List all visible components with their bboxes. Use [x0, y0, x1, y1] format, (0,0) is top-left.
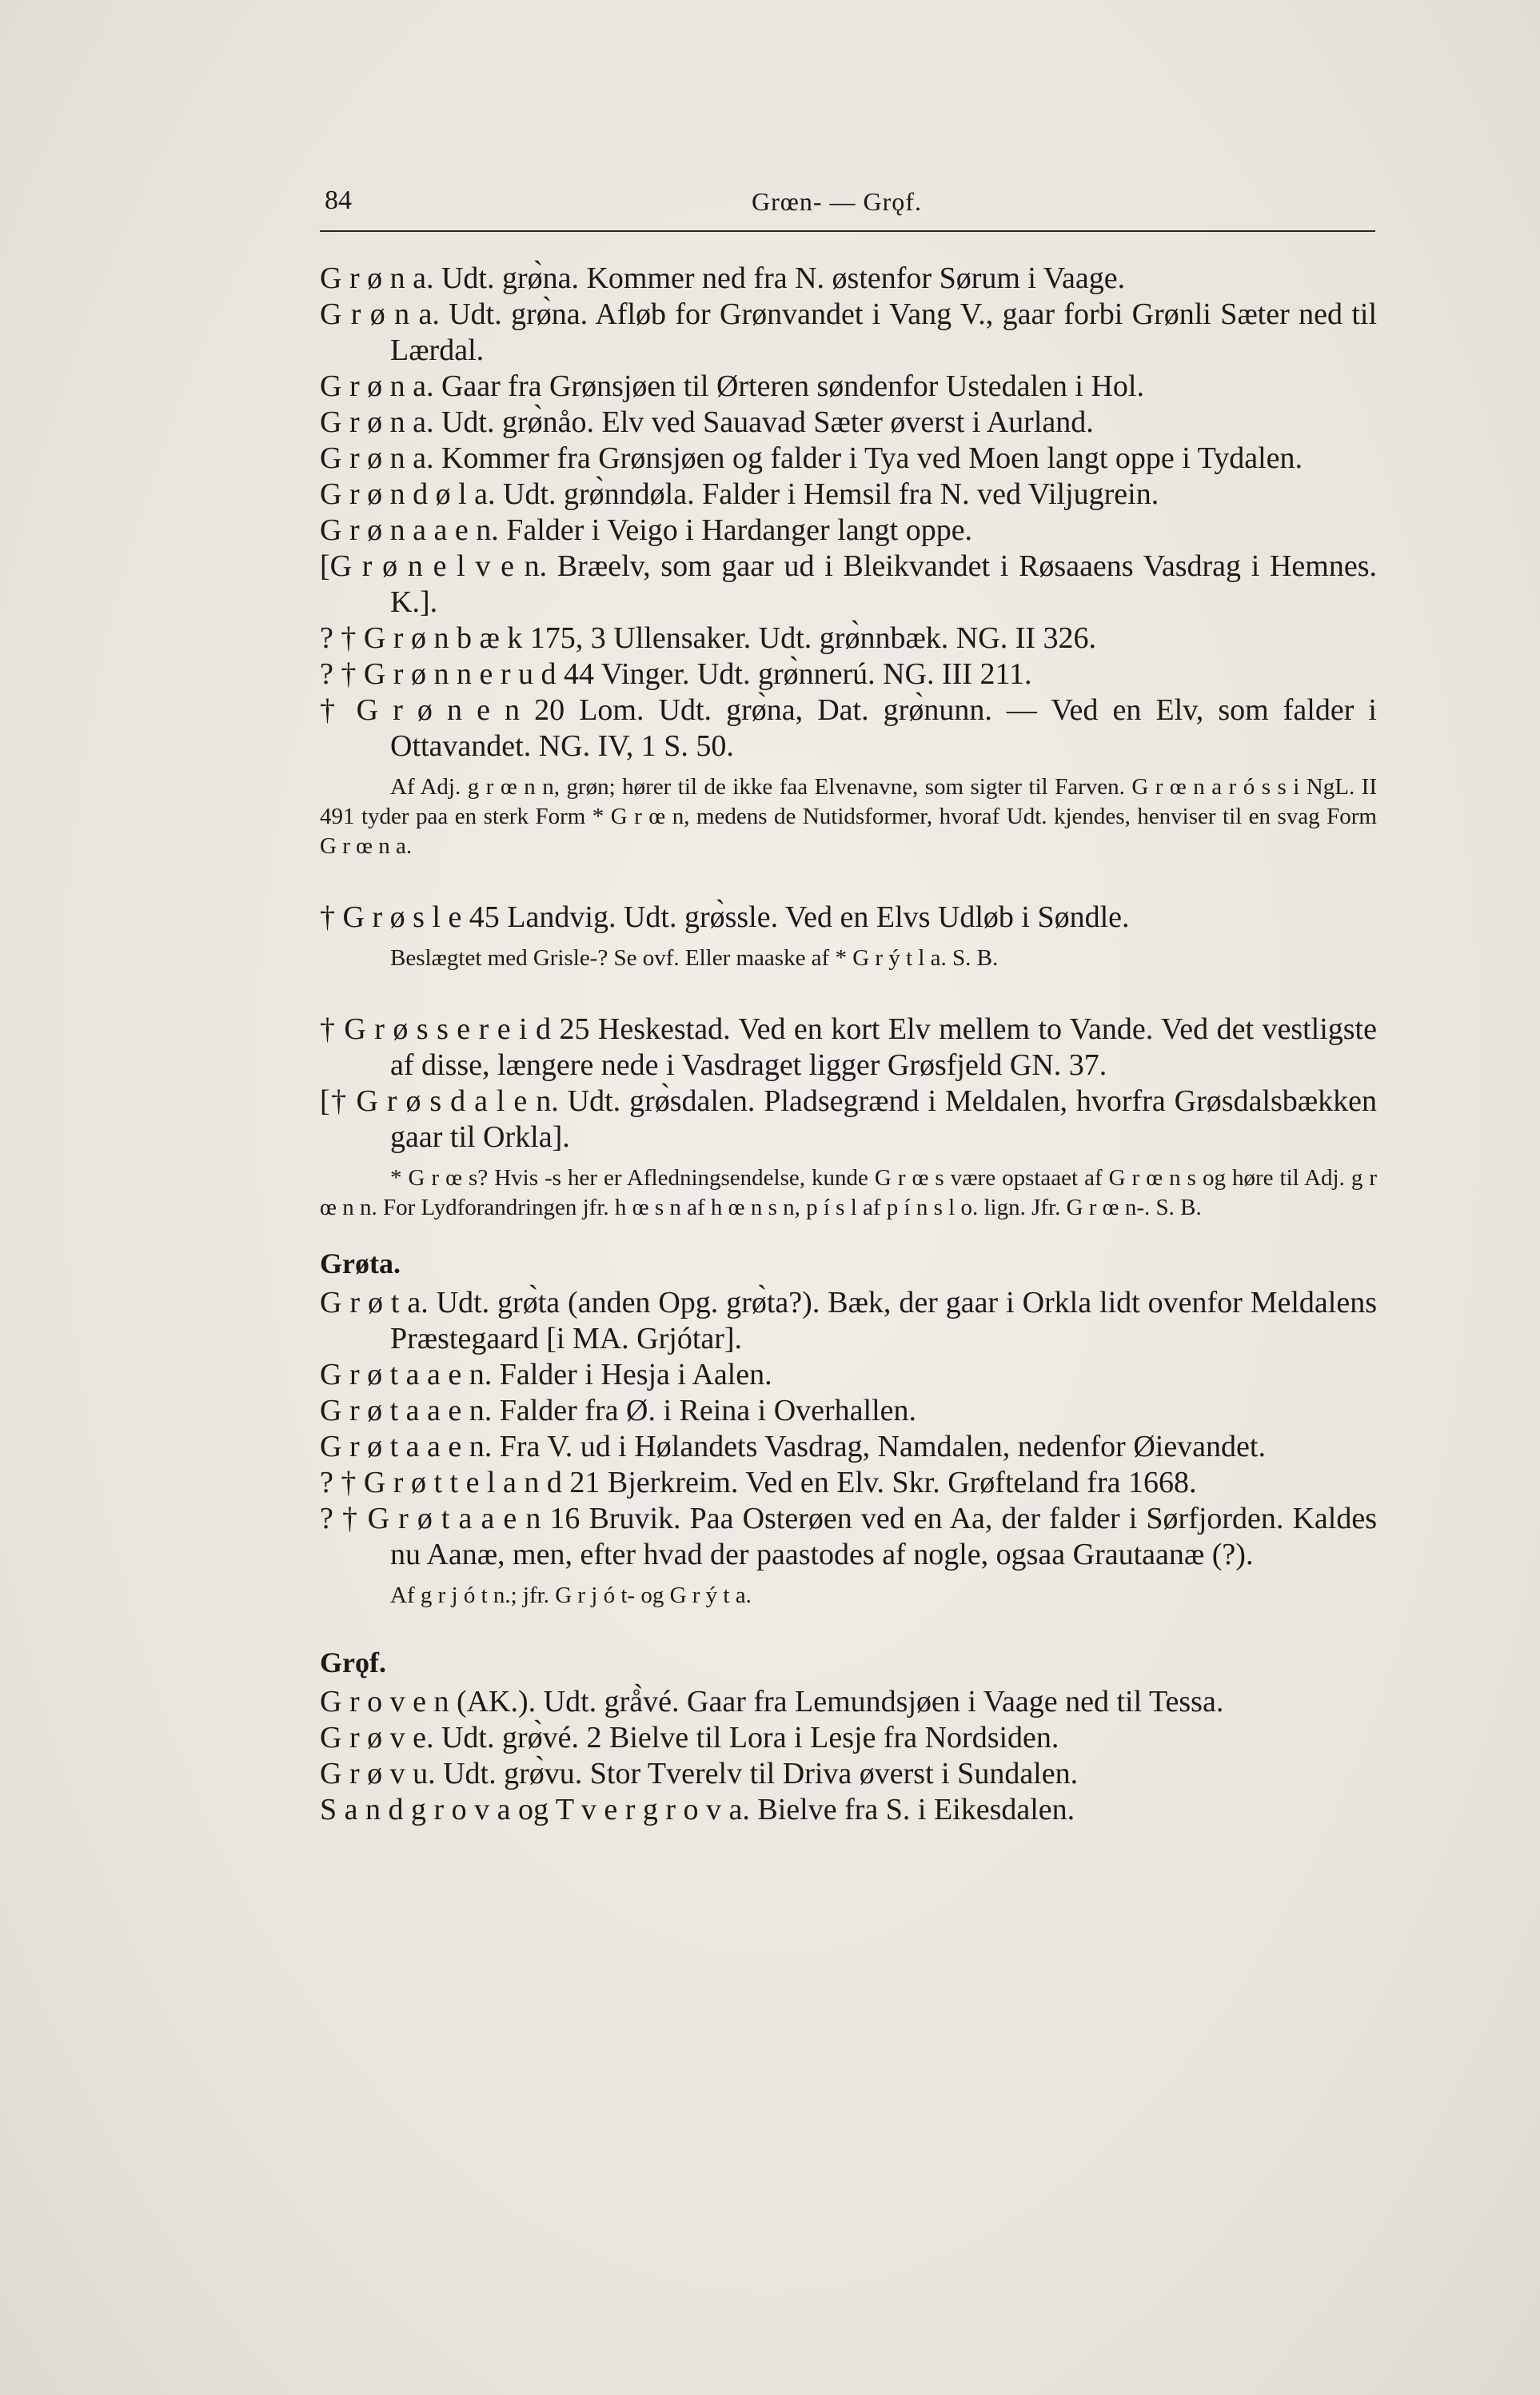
entry: G r ø t a. Udt. grø̀ta (anden Opg. grø̀ta?). Bæk, der gaar i Orkla lidt ovenfor Meldalens Præstegaard [i MA. Grjótar]. [320, 1286, 1377, 1355]
entry: G r ø n a. Udt. grø̀na. Kommer ned fra N. østenfor Sørum i Vaage. [320, 261, 1126, 295]
section-heading-grota: Grøta. [320, 1247, 401, 1279]
entry: [G r ø n e l v e n. Bræelv, som gaar ud i Bleikvandet i Røsaaens Vasdrag i Hemnes. K.]. [320, 549, 1377, 619]
entry: G r ø n a. Gaar fra Grønsjøen til Ørteren søndenfor Ustedalen i Hol. [320, 369, 1144, 403]
section-heading-grof: Grǫf. [320, 1647, 386, 1678]
entry: ? † G r ø n n e r u d 44 Vinger. Udt. grø̀nnerú. NG. III 211. [320, 657, 1032, 691]
running-head: Grœn- — Grǫf. [752, 187, 922, 216]
entry: S a n d g r o v a og T v e r g r o v a. Bielve fra S. i Eikesdalen. [320, 1793, 1075, 1826]
entry: G r o v e n (AK.). Udt. grå̀vé. Gaar fra Lemundsjøen i Vaage ned til Tessa. [320, 1685, 1224, 1718]
entry: G r ø n d ø l a. Udt. grø̀nndøla. Falder i Hemsil fra N. ved Viljugrein. [320, 477, 1159, 511]
page-content [320, 261, 1377, 1828]
entry: G r ø n a. Udt. grø̀nåo. Elv ved Sauavad Sæter øverst i Aurland. [320, 405, 1094, 439]
entry: ? † G r ø t t e l a n d 21 Bjerkreim. Ved en Elv. Skr. Grøfteland fra 1668. [320, 1466, 1197, 1499]
entry: G r ø n a a e n. Falder i Veigo i Hardanger langt oppe. [320, 513, 973, 547]
entry: ? † G r ø n b æ k 175, 3 Ullensaker. Udt. grø̀nnbæk. NG. II 326. [320, 621, 1097, 655]
entry: G r ø n a. Kommer fra Grønsjøen og falder i Tya ved Moen langt oppe i Tydalen. [320, 441, 1303, 475]
etymology-note: Af g r j ó t n.; jfr. G r j ó t- og G r ý t a. [390, 1583, 752, 1608]
etymology-note: * G r œ s? Hvis -s her er Afledningsendelse, kunde G r œ s være opstaaet af G r œ n s og høre til Adj. g r œ n n. For Lydforandringen jfr. h œ s n af h œ n s n, p í s l af p í n s l o. lign. Jfr. G r œ n-. S. B. [320, 1165, 1377, 1220]
page-number: 84 [325, 186, 352, 215]
entry: G r ø t a a e n. Fra V. ud i Hølandets Vasdrag, Namdalen, nedenfor Øievandet. [320, 1430, 1266, 1463]
etymology-note: Beslægtet med Grisle-? Se ovf. Eller maaske af * G r ý t l a. S. B. [390, 945, 999, 971]
entry: [† G r ø s d a l e n. Udt. grø̀sdalen. Pladsegrænd i Meldalen, hvorfra Grøsdalsbækken gaar til Orkla]. [320, 1084, 1377, 1154]
entry: † G r ø s l e 45 Landvig. Udt. grø̀ssle. Ved en Elvs Udløb i Søndle. [320, 900, 1130, 934]
page-header [320, 182, 1375, 232]
entry: G r ø n a. Udt. grø̀na. Afløb for Grønvandet i Vang V., gaar forbi Grønli Sæter ned til Lærdal. [320, 297, 1377, 367]
entry: G r ø t a a e n. Falder i Hesja i Aalen. [320, 1358, 772, 1391]
entry: † G r ø s s e r e i d 25 Heskestad. Ved en kort Elv mellem to Vande. Ved det vestligste af disse, længere nede i Vasdraget ligger Grøsfjeld GN. 37. [320, 1012, 1377, 1082]
entry: G r ø v u. Udt. grø̀vu. Stor Tverelv til Driva øverst i Sundalen. [320, 1757, 1079, 1790]
entry: ? † G r ø t a a e n 16 Bruvik. Paa Osterøen ved en Aa, der falder i Sørfjorden. Kaldes nu Aanæ, men, efter hvad der paastodes af nogle, ogsaa Grautaanæ (?). [320, 1502, 1377, 1571]
entry: G r ø v e. Udt. grø̀vé. 2 Bielve til Lora i Lesje fra Nordsiden. [320, 1721, 1059, 1754]
etymology-note: Af Adj. g r œ n n, grøn; hører til de ikke faa Elvenavne, som sigter til Farven. G r œ n a r ó s s i NgL. II 491 tyder paa en sterk Form * G r œ n, medens de Nutidsformer, hvoraf Udt. kjendes, henviser til en svag Form G r œ n a. [320, 774, 1377, 859]
entry: G r ø t a a e n. Falder fra Ø. i Reina i Overhallen. [320, 1394, 917, 1427]
entry: † G r ø n e n 20 Lom. Udt. grø̀na, Dat. grø̀nunn. — Ved en Elv, som falder i Ottavandet. NG. IV, 1 S. 50. [320, 693, 1377, 763]
